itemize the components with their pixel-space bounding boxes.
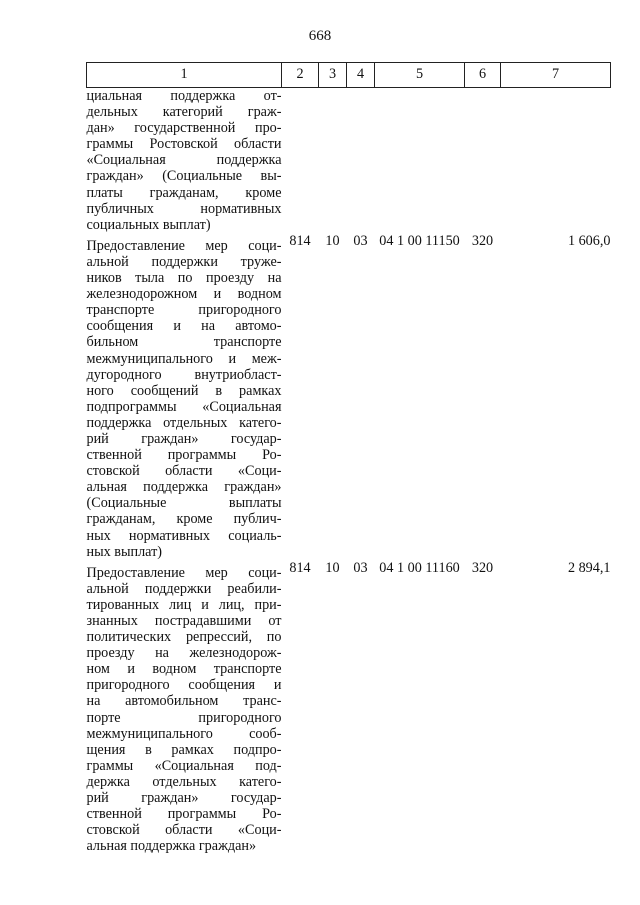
description-line: альная поддержка граждан» <box>86 838 257 855</box>
description-line: стовской области «Соци- <box>86 463 282 480</box>
header-col-1: 1 <box>87 63 282 88</box>
row-section-code <box>282 88 319 233</box>
description-line: публичных нормативных <box>86 200 282 217</box>
table-body <box>87 88 611 855</box>
row-chapter: 10 <box>325 232 340 249</box>
description-line: циальная поддержка от- <box>86 88 282 104</box>
description-line: ников тыла по проезду на <box>86 270 282 287</box>
description-line: Предоставление мер соци- <box>86 237 282 254</box>
description-line: рий граждан» государ- <box>86 430 282 447</box>
row-amount: 1 606,0 <box>567 232 611 249</box>
description-line: стовской области «Соци- <box>86 822 282 839</box>
table-row <box>87 88 611 233</box>
row-subsection <box>347 88 375 233</box>
row-expense-type: 320 <box>471 232 494 249</box>
header-col-2: 2 <box>282 63 319 88</box>
description-line: ных выплат) <box>86 543 163 560</box>
budget-table <box>86 62 611 854</box>
row-subsection: 03 <box>353 559 368 576</box>
description-line: Предоставление мер соци- <box>86 564 282 581</box>
description-line: транспорте пригородного <box>86 302 282 319</box>
table-header-row <box>87 63 611 88</box>
description-line: альной поддержки реабили- <box>86 580 282 597</box>
header-col-7: 7 <box>501 63 611 88</box>
table-row <box>87 233 611 560</box>
description-line: поддержка отдельных катего- <box>86 414 282 431</box>
table-row <box>87 560 611 855</box>
description-line: сообщения и на автомо- <box>86 318 282 335</box>
row-chapter: 10 <box>325 559 340 576</box>
description-line: граммы «Социальная под- <box>86 757 282 774</box>
description-line: (Социальные выплаты <box>86 495 282 512</box>
header-col-6: 6 <box>465 63 501 88</box>
description-line: на автомобильном транс- <box>86 693 282 710</box>
row-description <box>87 88 282 233</box>
page-number: 668 <box>308 28 332 44</box>
row-target-article <box>375 88 465 233</box>
description-line: ственной программы Ро- <box>86 447 282 464</box>
row-section-code: 814 <box>289 559 311 576</box>
description-line: граждан» (Социальные вы- <box>86 168 282 185</box>
description-line: щения в рамках подпро- <box>86 741 282 758</box>
row-target-article: 04 1 00 11150 <box>379 232 460 249</box>
description-line: альная поддержка граждан» <box>86 479 282 496</box>
description-line: ного сообщений в рамках <box>86 382 282 399</box>
description-line: политических репрессий, по <box>86 629 282 646</box>
description-line: социальных выплат) <box>86 216 211 233</box>
description-line: дугородного внутриобласт- <box>86 366 282 383</box>
header-col-4: 4 <box>347 63 375 88</box>
row-description <box>87 233 282 560</box>
description-line: тированных лиц и лиц, при- <box>86 596 282 613</box>
description-line: железнодорожном и водном <box>86 286 282 303</box>
description-line: ном и водном транспорте <box>86 661 282 678</box>
description-line: держка отдельных катего- <box>86 773 282 790</box>
row-chapter <box>319 88 347 233</box>
description-line: граммы Ростовской области <box>86 136 282 153</box>
description-line: рий граждан» государ- <box>86 790 282 807</box>
description-line: проезду на железнодорож- <box>86 645 282 662</box>
description-line: подпрограммы «Социальная <box>86 398 282 415</box>
header-col-5: 5 <box>375 63 465 88</box>
description-line: бильном транспорте <box>86 334 282 351</box>
description-line: ственной программы Ро- <box>86 806 282 823</box>
description-line: знанных пострадавшими от <box>86 613 282 629</box>
row-section-code: 814 <box>289 232 311 249</box>
row-expense-type <box>465 88 501 233</box>
description-line: пригородного сообщения и <box>86 677 282 694</box>
description-line: порте пригородного <box>86 709 282 726</box>
description-line: дан» государственной про- <box>86 120 282 137</box>
row-amount: 2 894,1 <box>567 559 611 576</box>
description-line: ных нормативных социаль- <box>86 527 282 544</box>
row-amount <box>501 88 611 233</box>
description-line: межмуниципального сооб- <box>86 725 282 742</box>
description-line: платы гражданам, кроме <box>86 184 282 201</box>
description-line: «Социальная поддержка <box>86 152 282 169</box>
description-line: дельных категорий граж- <box>86 104 282 121</box>
description-line: альной поддержки труже- <box>86 253 282 270</box>
header-col-3: 3 <box>319 63 347 88</box>
row-description <box>87 560 282 855</box>
row-expense-type: 320 <box>471 559 494 576</box>
row-target-article: 04 1 00 11160 <box>379 559 460 576</box>
description-line: гражданам, кроме публич- <box>86 511 282 528</box>
row-subsection: 03 <box>353 232 368 249</box>
description-line: межмуниципального и меж- <box>86 350 282 367</box>
